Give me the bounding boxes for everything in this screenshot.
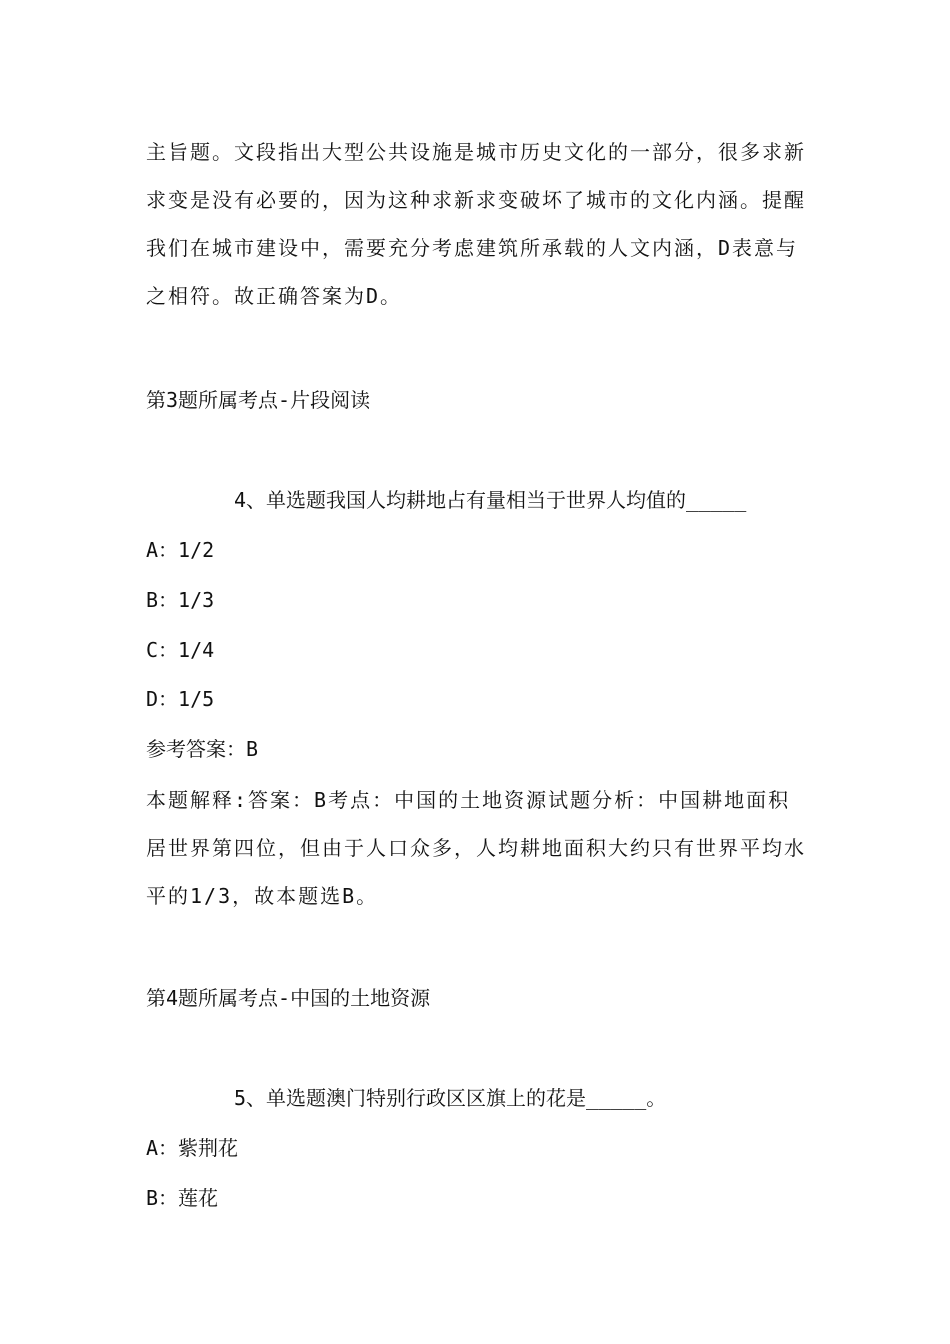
q4-option-b: B：1/3 [146, 588, 215, 612]
q4-answer: 参考答案：B [146, 737, 259, 761]
q5-option-a: A：紫荆花 [146, 1136, 239, 1160]
q4-option-a: A：1/2 [146, 538, 215, 562]
q4-option-d: D：1/5 [146, 687, 215, 711]
q4-topic: 第4题所属考点-中国的土地资源 [146, 986, 431, 1010]
previous-explanation: 主旨题。文段指出大型公共设施是城市历史文化的一部分，很多求新求变是没有必要的，因为这种求新求变破坏了城市的文化内涵。提醒我们在城市建设中，需要充分考虑建筑所承载的人文内涵，D表意与之相符。故正确答案为D。 [146, 140, 806, 308]
q4-question: 4、单选题我国人均耕地占有量相当于世界人均值的_____ [234, 488, 747, 512]
q3-topic: 第3题所属考点-片段阅读 [146, 388, 371, 412]
q5-question: 5、单选题澳门特别行政区区旗上的花是_____。 [234, 1086, 667, 1110]
q4-option-c: C：1/4 [146, 638, 215, 662]
q4-explanation: 本题解释:答案：B考点：中国的土地资源试题分析：中国耕地面积居世界第四位，但由于人口众多，人均耕地面积大约只有世界平均水平的1/3，故本题选B。 [146, 788, 806, 908]
q5-option-b: B：莲花 [146, 1186, 219, 1210]
